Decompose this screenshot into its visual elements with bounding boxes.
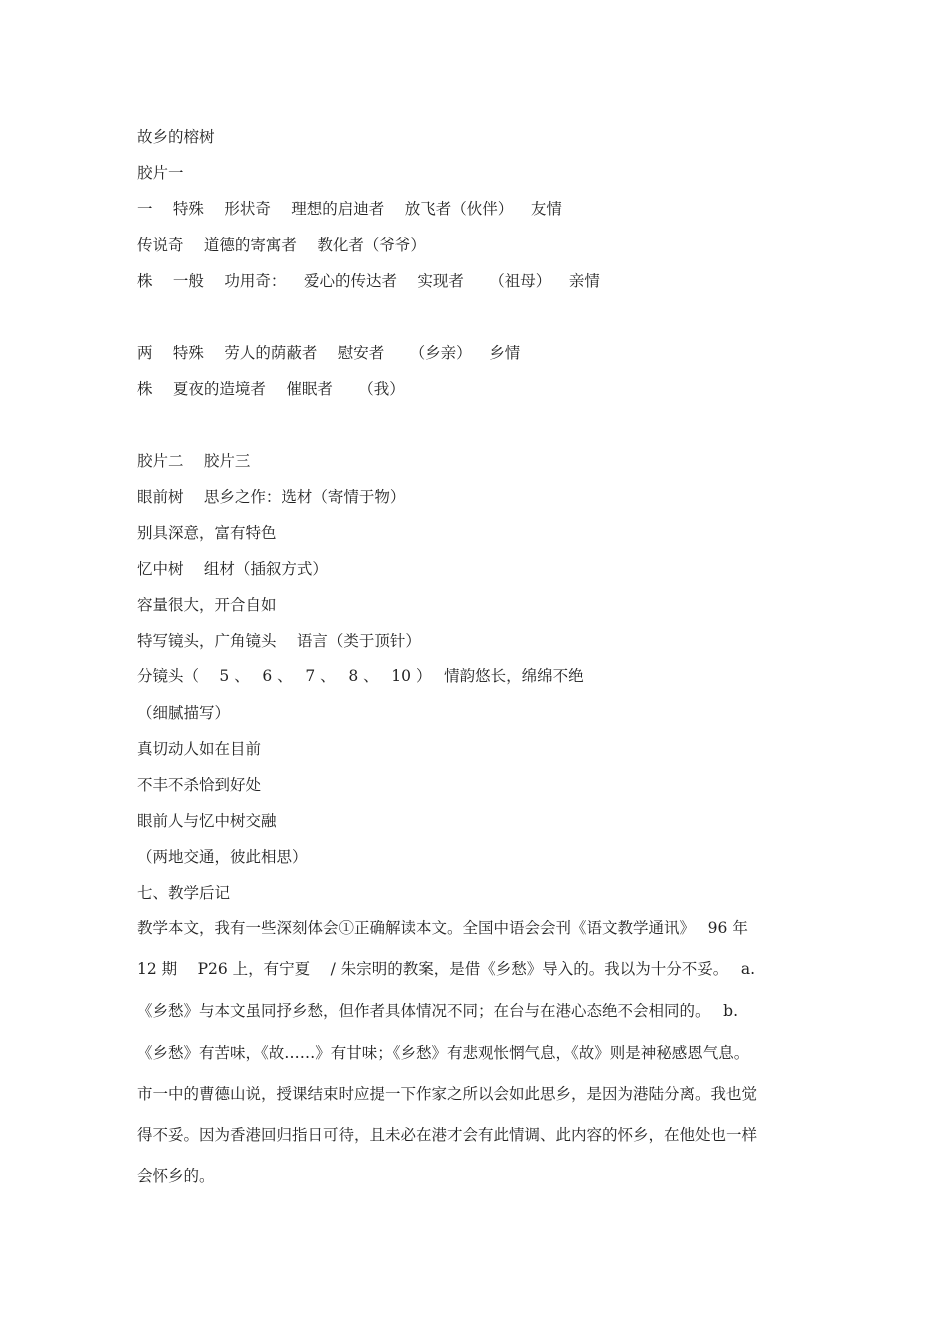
text-line: 别具深意，富有特色 [137,524,277,542]
text-line: （两地交通，彼此相思） [137,848,308,866]
text-line: 株 一般 功用奇： 爱心的传达者 实现者 （祖母） 亲情 [137,272,600,290]
text-line: 传说奇 道德的寄寓者 教化者（爷爷） [137,236,426,254]
text-line: 一 特殊 形状奇 理想的启迪者 放飞者（伙伴） 友情 [137,200,562,218]
paragraph-line: 《乡愁》有苦味，《故……》有甘味；《乡愁》有悲观怅惘气息，《故》则是神秘感恩气息。 [137,1044,750,1062]
text-line: 眼前树 思乡之作：选材（寄情于物） [137,488,406,506]
paragraph-line: 教学本文，我有一些深刻体会①正确解读本文。全国中语会会刊《语文教学通讯》 96 年 [137,919,748,937]
text-line: 分镜头（ 5 、 6 、 7 、 8 、 10 ） 情韵悠长，绵绵不绝 [137,667,584,685]
paragraph-line: 得不妥。因为香港回归指日可待，且未必在港才会有此情调、此内容的怀乡，在他处也一样 [137,1126,758,1144]
slide-heading: 胶片二 胶片三 [137,452,251,470]
text-line: 株 夏夜的造境者 催眠者 （我） [137,380,405,398]
text-line: 忆中树 组材（插叙方式） [137,560,328,578]
text-line: 不丰不杀恰到好处 [137,776,262,794]
text-line: （细腻描写） [137,704,231,722]
text-line: 两 特殊 劳人的荫蔽者 慰安者 （乡亲） 乡情 [137,344,521,362]
section-heading: 七、教学后记 [137,884,231,902]
text-line: 特写镜头，广角镜头 语言（类于顶针） [137,632,421,650]
document-title: 故乡的榕树 [137,128,215,146]
paragraph-line: 市一中的曹德山说，授课结束时应提一下作家之所以会如此思乡，是因为港陆分离。我也觉 [137,1085,758,1103]
text-line: 真切动人如在目前 [137,740,262,758]
text-line: 容量很大，开合自如 [137,596,277,614]
paragraph-line: 12 期 P26 上，有宁夏 / 朱宗明的教案，是借《乡愁》导入的。我以为十分不妥。 a. [137,960,756,978]
slide-heading: 胶片一 [137,164,184,182]
paragraph-line: 会怀乡的。 [137,1167,215,1185]
text-line: 眼前人与忆中树交融 [137,812,277,830]
paragraph-line: 《乡愁》与本文虽同抒乡愁，但作者具体情况不同；在台与在港心态绝不会相同的。 b. [137,1002,739,1020]
